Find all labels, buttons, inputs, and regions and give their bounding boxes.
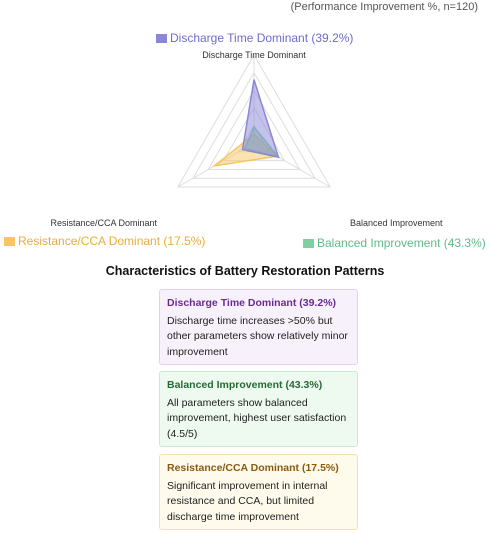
legend-item-balanced[interactable] [303, 236, 486, 250]
card-title: Resistance/CCA Dominant (17.5%) [167, 462, 339, 474]
legend-label-discharge: Discharge Time Dominant (39.2%) [170, 31, 354, 45]
legend-item-discharge[interactable] [156, 31, 353, 45]
card-desc: Discharge time increases >50% but other parameters show relatively minor improvement [167, 315, 348, 358]
card-title: Balanced Improvement (43.3%) [167, 379, 323, 391]
legend-swatch-discharge [156, 34, 167, 43]
legend-swatch-resistance [4, 237, 15, 246]
card-desc: All parameters show balanced improvement, highest user satisfaction (4.5/5) [167, 397, 347, 440]
axis-label-resistance: Resistance/CCA Dominant [50, 218, 157, 228]
chart-subtitle: (Performance Improvement %, n=120) [290, 1, 478, 13]
section-title: Characteristics of Battery Restoration Patterns [105, 264, 385, 278]
radar-series [214, 80, 278, 166]
card-balanced [159, 371, 358, 447]
axis-label-balanced: Balanced Improvement [350, 218, 443, 228]
legend-label-balanced: Balanced Improvement (43.3%) [317, 236, 486, 250]
card-desc: Significant improvement in internal resistance and CCA, but limited discharge time improvement [167, 480, 328, 523]
axis-label-discharge: Discharge Time Dominant [202, 50, 306, 60]
legend-swatch-balanced [303, 239, 314, 248]
card-discharge [159, 289, 358, 365]
card-title: Discharge Time Dominant (39.2%) [167, 297, 337, 309]
legend-label-resistance: Resistance/CCA Dominant (17.5%) [18, 234, 206, 248]
series-area-discharge[interactable] [243, 80, 279, 157]
card-resistance [159, 454, 358, 530]
legend-item-resistance[interactable] [4, 234, 205, 248]
